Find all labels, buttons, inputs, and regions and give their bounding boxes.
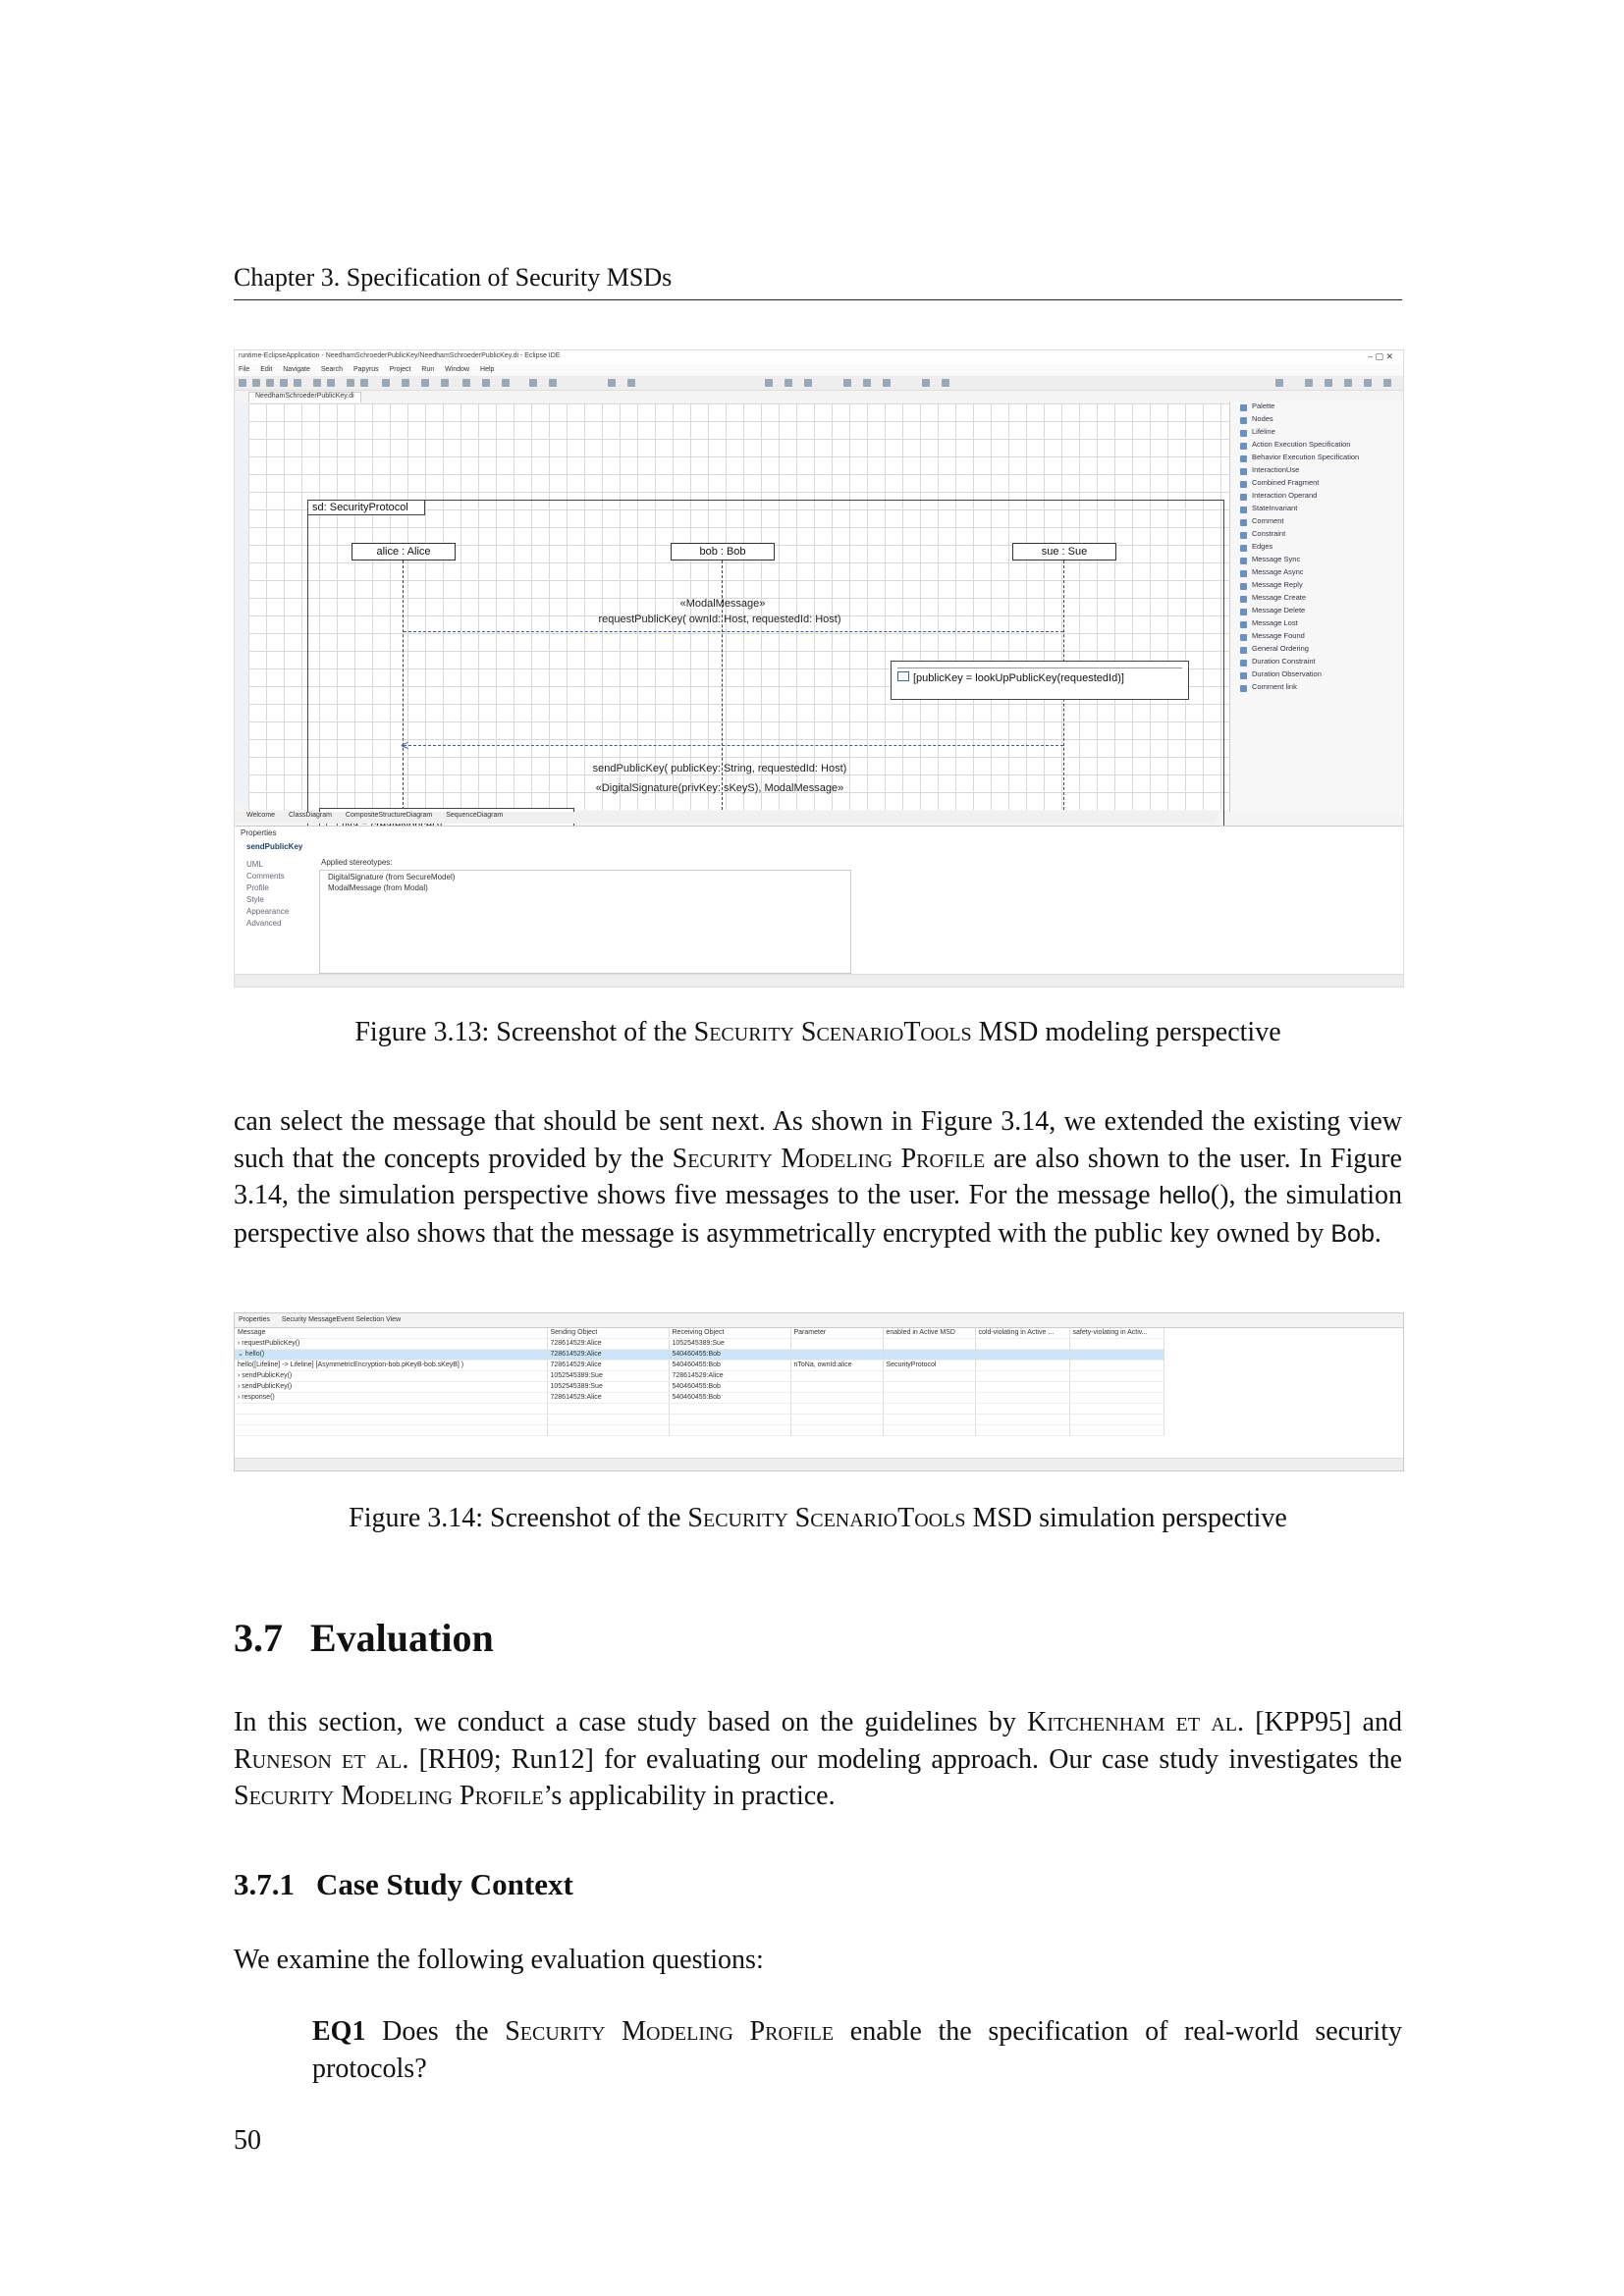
toolbar-icon [627, 379, 635, 387]
window-titlebar [235, 350, 1403, 364]
toolbar-icon [1364, 379, 1372, 387]
cell: 728614529:Alice [547, 1393, 669, 1404]
lifeline-alice-line [403, 561, 404, 810]
palette-item: Message Create [1230, 593, 1403, 606]
text-run: In this section, we conduct a case study based on the guidelines by [234, 1707, 1028, 1737]
message-arrow-request [404, 631, 1063, 632]
cell [883, 1350, 975, 1361]
toolbar-icon [785, 379, 792, 387]
profile-name: Security Modeling Profile [505, 2016, 835, 2047]
cell: 728614529:Alice [669, 1371, 790, 1382]
table-row-empty [235, 1404, 1164, 1415]
palette-item: Constraint [1230, 529, 1403, 542]
cell: 728614529:Alice [547, 1339, 669, 1350]
cell: 728614529:Alice [547, 1350, 669, 1361]
table-header-row [235, 1328, 1164, 1339]
modeling-perspective-screenshot [234, 349, 1404, 988]
toolbar-icon [347, 379, 354, 387]
caption-prefix: Figure 3.14: Screenshot of the [349, 1503, 688, 1533]
message-arrow-send [404, 745, 1063, 746]
palette-item: InteractionUse [1230, 465, 1403, 478]
diagram-tabs [235, 812, 1217, 824]
tab-sequencediagram: SequenceDiagram [446, 812, 504, 819]
lifeline-alice: alice : Alice [352, 543, 456, 561]
window-controls-icon: – ▢ ✕ [1367, 351, 1393, 361]
frame-label: sd: SecurityProtocol [308, 501, 425, 515]
palette-item: General Ordering [1230, 644, 1403, 657]
arrowhead-icon: < [401, 737, 409, 753]
toolbar-icon [382, 379, 390, 387]
table-row [235, 1361, 1164, 1371]
toolbar-icon [252, 379, 260, 387]
cell: 1052545389:Sue [547, 1371, 669, 1382]
text-run: . [1374, 1217, 1381, 1249]
cell: 1052545389:Sue [669, 1339, 790, 1350]
cell: SecurityProtocol [883, 1361, 975, 1371]
toolbar-icon [608, 379, 616, 387]
view-tabs [235, 1313, 1403, 1328]
properties-panel [235, 826, 1403, 988]
lifeline-sue: sue : Sue [1012, 543, 1116, 561]
tab-welcome: Welcome [246, 812, 276, 819]
status-bar [235, 1458, 1403, 1470]
tab-properties: Properties [239, 1316, 270, 1323]
lifeline-bob: bob : Bob [671, 543, 775, 561]
toolbar-icon [529, 379, 537, 387]
author-name: Kitchenham et al. [1027, 1707, 1245, 1737]
cell: 540460455:Bob [669, 1350, 790, 1361]
toolbar-icon [549, 379, 557, 387]
author-name: Runeson et al. [234, 1743, 409, 1775]
page-number: 50 [234, 2125, 261, 2156]
header-rule [234, 299, 1402, 300]
text-run: can select the message that should be sent next. As shown in Figure 3.14, we extended the existing view such that the concepts provided by the [234, 1106, 1402, 1174]
toolbar [235, 376, 1403, 391]
cell [975, 1361, 1069, 1371]
toolbar-icon [402, 379, 409, 387]
message-event-table [235, 1328, 1164, 1436]
caption-tool-name: Security ScenarioTools [687, 1503, 966, 1533]
toolbar-icon [462, 379, 470, 387]
message-stereotype: «ModalMessage» [679, 598, 766, 610]
table-row [235, 1382, 1164, 1393]
window-title: runtime-EclipseApplication - NeedhamSchroederPublicKey/NeedhamSchroederPublicKey.di - Eclipse IDE [239, 352, 561, 359]
toolbar-icon [266, 379, 274, 387]
message-stereotype: «DigitalSignature(privKey: sKeyS), ModalMessage» [595, 782, 844, 794]
cell [790, 1382, 883, 1393]
menu-file: File [239, 366, 250, 373]
palette-item: Comment [1230, 516, 1403, 529]
subsection-number: 3.7.1 [234, 1867, 295, 1901]
code-bob: Bob [1330, 1219, 1375, 1248]
toolbar-icon [280, 379, 288, 387]
applied-stereotypes-label: Applied stereotypes: [321, 858, 393, 867]
toolbar-icon [765, 379, 773, 387]
menu-search: Search [320, 366, 344, 373]
assignment-text: [publicKey = lookUpPublicKey(requestedId)] [913, 672, 1124, 684]
palette-item: Message Lost [1230, 618, 1403, 631]
text-run: (), the simulation perspective also shows that the message is asymmetrically encrypted with the public key owned by [234, 1180, 1403, 1249]
cell: 728614529:Alice [547, 1361, 669, 1371]
cell [1069, 1361, 1164, 1371]
toolbar-icon [1383, 379, 1391, 387]
cell [790, 1339, 883, 1350]
diagram-canvas [248, 403, 1230, 810]
toolbar-icon [482, 379, 490, 387]
column-header: safety-violating in Activ... [1069, 1328, 1164, 1339]
palette-item: Duration Constraint [1230, 657, 1403, 669]
column-header: Receiving Object [669, 1328, 790, 1339]
toolbar-icon [1325, 379, 1332, 387]
toolbar-icon [239, 379, 246, 387]
column-header: enabled in Active MSD [883, 1328, 975, 1339]
palette-item: Interaction Operand [1230, 491, 1403, 504]
cell: › sendPublicKey() [235, 1371, 547, 1382]
caption-prefix: Figure 3.13: Screenshot of the [354, 1017, 694, 1047]
assignment-box [891, 661, 1189, 700]
toolbar-icon [294, 379, 301, 387]
column-header: cold-violating in Active ... [975, 1328, 1069, 1339]
properties-tab: Properties [241, 828, 277, 837]
cell [883, 1371, 975, 1382]
table-row-selected [235, 1350, 1164, 1361]
cell [790, 1371, 883, 1382]
profile-name: Security Modeling Profile [234, 1781, 544, 1811]
palette-item: Message Sync [1230, 555, 1403, 567]
section-comments: Comments [246, 872, 285, 881]
paragraph-simulation [234, 1103, 1402, 1253]
palette-item: StateInvariant [1230, 504, 1403, 516]
section-heading [234, 1615, 494, 1661]
selected-element: sendPublicKey [246, 842, 303, 851]
cell [1069, 1382, 1164, 1393]
cell [1069, 1393, 1164, 1404]
cell: 1052545389:Sue [547, 1382, 669, 1393]
toolbar-icon [1305, 379, 1313, 387]
cell [975, 1350, 1069, 1361]
tab-compositestructure: CompositeStructureDiagram [345, 812, 433, 819]
section-number: 3.7 [234, 1616, 283, 1660]
cell [790, 1393, 883, 1404]
palette-item: Combined Fragment [1230, 478, 1403, 491]
section-advanced: Advanced [246, 919, 282, 928]
toolbar-icon [942, 379, 949, 387]
table-row-empty [235, 1425, 1164, 1436]
simulation-perspective-screenshot [234, 1312, 1404, 1471]
caption-suffix: MSD simulation perspective [965, 1503, 1287, 1533]
section-style: Style [246, 895, 264, 904]
cell [975, 1382, 1069, 1393]
column-header: Sending Object [547, 1328, 669, 1339]
cell [790, 1350, 883, 1361]
message-label: requestPublicKey( ownId: Host, requestedId: Host) [598, 614, 841, 625]
palette-item: Behavior Execution Specification [1230, 453, 1403, 465]
palette-panel [1229, 401, 1403, 812]
cell [883, 1382, 975, 1393]
palette-header: Palette [1230, 401, 1403, 414]
property-sections [235, 860, 313, 931]
caption-tool-name: Security ScenarioTools [693, 1017, 972, 1047]
search-icon [1275, 379, 1283, 387]
cell [1069, 1350, 1164, 1361]
menu-papyrus: Papyrus [352, 366, 379, 373]
code-hello: hello [1159, 1182, 1211, 1209]
column-header: Parameter [790, 1328, 883, 1339]
cell: › response() [235, 1393, 547, 1404]
cell: nToNa, ownId:alice [790, 1361, 883, 1371]
cell [883, 1339, 975, 1350]
palette-item: Action Execution Specification [1230, 440, 1403, 453]
palette-group: Nodes [1230, 414, 1403, 427]
toolbar-icon [502, 379, 510, 387]
section-uml: UML [246, 860, 263, 869]
table-row [235, 1393, 1164, 1404]
palette-item: Message Async [1230, 567, 1403, 580]
column-header: Message [235, 1328, 547, 1339]
text-run: ’s applicability in practice. [543, 1781, 836, 1811]
toolbar-icon [421, 379, 429, 387]
cell [975, 1393, 1069, 1404]
toolbar-icon [804, 379, 812, 387]
status-bar [235, 974, 1403, 987]
cell [1069, 1339, 1164, 1350]
palette-item: Message Found [1230, 631, 1403, 644]
cell: › sendPublicKey() [235, 1382, 547, 1393]
subsection-title: Case Study Context [316, 1867, 573, 1901]
paragraph-evaluation-questions: We examine the following evaluation questions: [234, 1945, 764, 1975]
evaluation-question-1 [312, 2013, 1402, 2087]
palette-item: Message Delete [1230, 606, 1403, 618]
menu-window: Window [445, 366, 470, 373]
toolbar-icon [883, 379, 891, 387]
message-label: sendPublicKey( publicKey: String, requestedId: Host) [592, 763, 847, 774]
left-toolstrip [235, 401, 248, 804]
cell [975, 1371, 1069, 1382]
text-run: Does the [365, 2016, 506, 2047]
toolbar-icon [1344, 379, 1352, 387]
paragraph-case-study [234, 1704, 1402, 1815]
toolbar-icon [843, 379, 851, 387]
text-run: enable the specification of real-world security protocols? [312, 2016, 1402, 2084]
palette-item: Message Reply [1230, 580, 1403, 593]
eq-label: EQ1 [312, 2016, 366, 2047]
palette-group: Edges [1230, 542, 1403, 555]
cell [975, 1339, 1069, 1350]
menu-navigate: Navigate [283, 366, 310, 373]
toolbar-icon [327, 379, 335, 387]
table-row [235, 1339, 1164, 1350]
toolbar-icon [441, 379, 449, 387]
menu-help: Help [480, 366, 495, 373]
menu-edit: Edit [260, 366, 273, 373]
cell: 540460455:Bob [669, 1382, 790, 1393]
table-row [235, 1371, 1164, 1382]
text-run: [KPP95] and [1244, 1707, 1402, 1737]
palette-item: Lifeline [1230, 427, 1403, 440]
palette-item: Duration Observation [1230, 669, 1403, 682]
stereotype-list [319, 870, 851, 974]
figure-3-14-caption [234, 1503, 1402, 1534]
cell [1069, 1371, 1164, 1382]
toolbar-icon [863, 379, 871, 387]
cell [883, 1393, 975, 1404]
menu-project: Project [389, 366, 411, 373]
caption-suffix: MSD modeling perspective [971, 1017, 1281, 1047]
cell: › requestPublicKey() [235, 1339, 547, 1350]
cell: ⌄ hello() [235, 1350, 547, 1361]
profile-name: Security Modeling Profile [672, 1143, 986, 1174]
text-run: are also shown to the user. In Figure 3.14, the simulation perspective shows five messages to the user. For the message [234, 1143, 1402, 1210]
menu-bar [235, 364, 1403, 376]
section-appearance: Appearance [246, 907, 290, 916]
toolbar-icon [922, 379, 930, 387]
toolbar-icon [313, 379, 321, 387]
tab-security-message-event: Security MessageEvent Selection View [281, 1316, 402, 1323]
toolbar-icon [360, 379, 368, 387]
cell: 540460455:Bob [669, 1361, 790, 1371]
cell: hello([Lifeline] -> Lifeline] [AsymmetricEncryption-bob.pKeyB-bob.sKeyB] ) [235, 1361, 547, 1371]
menu-run: Run [421, 366, 435, 373]
stereotype-item: DigitalSignature (from SecureModel) [328, 873, 456, 881]
figure-3-13-caption [234, 1017, 1402, 1048]
editor-tab: NeedhamSchroederPublicKey.di [248, 392, 361, 402]
subsection-heading [234, 1867, 573, 1902]
palette-item: Comment link [1230, 682, 1403, 695]
cell: 540460455:Bob [669, 1393, 790, 1404]
assignment-icon [897, 671, 909, 681]
running-header: Chapter 3. Specification of Security MSDs [234, 263, 673, 292]
section-title: Evaluation [310, 1616, 494, 1660]
tab-classdiagram: ClassDiagram [289, 812, 332, 819]
stereotype-item: ModalMessage (from Modal) [328, 883, 428, 892]
section-profile: Profile [246, 883, 269, 892]
table-row-empty [235, 1415, 1164, 1425]
text-run: [RH09; Run12] for evaluating our modeling approach. Our case study investigates the [408, 1743, 1402, 1775]
